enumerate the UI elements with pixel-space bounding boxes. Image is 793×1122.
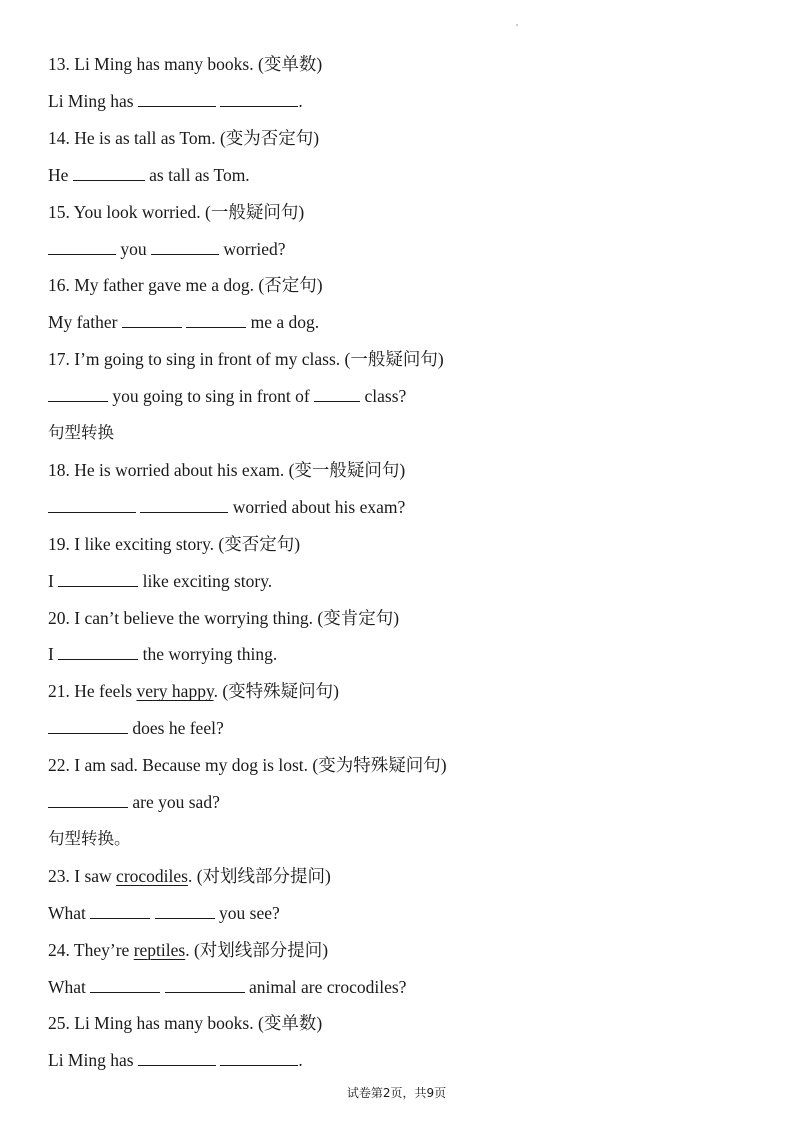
text-segment: Li Ming has [48, 1050, 138, 1071]
page-footer: 试卷第2页，共9页 [346, 1086, 447, 1100]
answer-blank[interactable] [48, 386, 108, 402]
answer-blank[interactable] [48, 497, 136, 513]
question-prompt [48, 939, 328, 961]
text-segment: What [48, 976, 91, 997]
text-segment: 23. I saw [48, 865, 117, 886]
question-prompt: 16. My father gave me a dog. (否定句) [48, 275, 323, 296]
text-segment: you going to sing in front of [108, 386, 315, 407]
answer-blank[interactable] [90, 903, 150, 919]
answer-line [48, 570, 272, 592]
text-segment: 24. They’re [48, 939, 134, 960]
text-segment: I [48, 570, 59, 591]
text-segment: . (对划线部分提问) [185, 939, 329, 960]
text-segment: I [48, 644, 59, 665]
answer-line [48, 311, 319, 333]
text-segment: class? [360, 386, 407, 407]
speck-mark [516, 24, 518, 26]
question-prompt: 20. I can’t believe the worrying thing. (变肯定句) [48, 607, 400, 628]
question-prompt: 17. I’m going to sing in front of my class. (一般疑问句) [48, 349, 444, 370]
text-segment: you see? [214, 902, 280, 923]
text-segment: the worrying thing. [138, 644, 278, 665]
underlined-phrase: reptiles [133, 939, 186, 960]
question-prompt: 14. He is as tall as Tom. (变为否定句) [48, 127, 320, 148]
answer-line [48, 717, 224, 739]
question-prompt: 13. Li Ming has many books. (变单数) [48, 54, 323, 74]
question-prompt: 19. I like exciting story. (变否定句) [48, 533, 301, 554]
text-segment: me a dog. [246, 312, 320, 333]
text-segment: worried about his exam? [228, 496, 406, 517]
answer-blank[interactable] [220, 1050, 298, 1066]
answer-line [48, 238, 286, 260]
text-segment: What [48, 902, 91, 923]
answer-line [48, 976, 406, 998]
text-segment: worried? [219, 238, 286, 259]
text-segment: . (对划线部分提问) [187, 865, 331, 886]
text-segment: as tall as Tom. [144, 164, 250, 185]
answer-line [48, 791, 220, 813]
answer-blank[interactable] [58, 571, 138, 587]
answer-blank[interactable] [48, 718, 128, 734]
section-heading: 句型转换。 [48, 828, 131, 848]
text-segment: are you sad? [128, 792, 220, 812]
answer-line [48, 90, 303, 112]
section-heading: 句型转换 [48, 423, 114, 442]
text-segment: does he feel? [128, 718, 224, 739]
underlined-phrase: very happy [136, 681, 214, 702]
answer-blank[interactable] [138, 1050, 216, 1066]
text-segment: like exciting story. [138, 570, 273, 591]
text-segment: . (变特殊疑问句) [213, 681, 339, 702]
answer-blank[interactable] [48, 792, 128, 808]
answer-line [48, 902, 280, 924]
question-prompt: 18. He is worried about his exam. (变一般疑问句) [48, 459, 406, 480]
answer-line [48, 164, 250, 186]
text-segment: 21. He feels [48, 681, 137, 702]
answer-blank[interactable] [48, 239, 116, 255]
answer-blank[interactable] [151, 239, 219, 255]
text-segment: My father [48, 312, 122, 333]
text-segment: Li Ming has [48, 90, 138, 111]
text-segment: He [48, 164, 73, 185]
answer-blank[interactable] [165, 977, 245, 993]
answer-blank[interactable] [122, 312, 182, 328]
question-prompt: 25. Li Ming has many books. (变单数) [48, 1013, 323, 1034]
underlined-phrase: crocodiles [116, 865, 188, 886]
answer-line [48, 496, 405, 518]
question-prompt [48, 865, 331, 887]
text-segment: animal are crocodiles? [244, 976, 407, 997]
answer-line [48, 1049, 303, 1071]
question-prompt: 15. You look worried. (一般疑问句) [48, 201, 305, 222]
question-prompt [48, 680, 339, 702]
answer-line [48, 385, 406, 407]
answer-blank[interactable] [155, 903, 215, 919]
text-segment: . [298, 1050, 303, 1071]
answer-blank[interactable] [73, 165, 145, 181]
text-segment: you [116, 238, 151, 259]
answer-blank[interactable] [140, 497, 228, 513]
answer-blank[interactable] [314, 386, 360, 402]
answer-blank[interactable] [58, 644, 138, 660]
answer-blank[interactable] [90, 977, 160, 993]
text-segment: . [298, 90, 303, 111]
answer-blank[interactable] [186, 312, 246, 328]
answer-blank[interactable] [220, 91, 298, 107]
question-prompt: 22. I am sad. Because my dog is lost. (变为特殊疑问句) [48, 755, 447, 776]
answer-line [48, 643, 277, 665]
answer-blank[interactable] [138, 91, 216, 107]
